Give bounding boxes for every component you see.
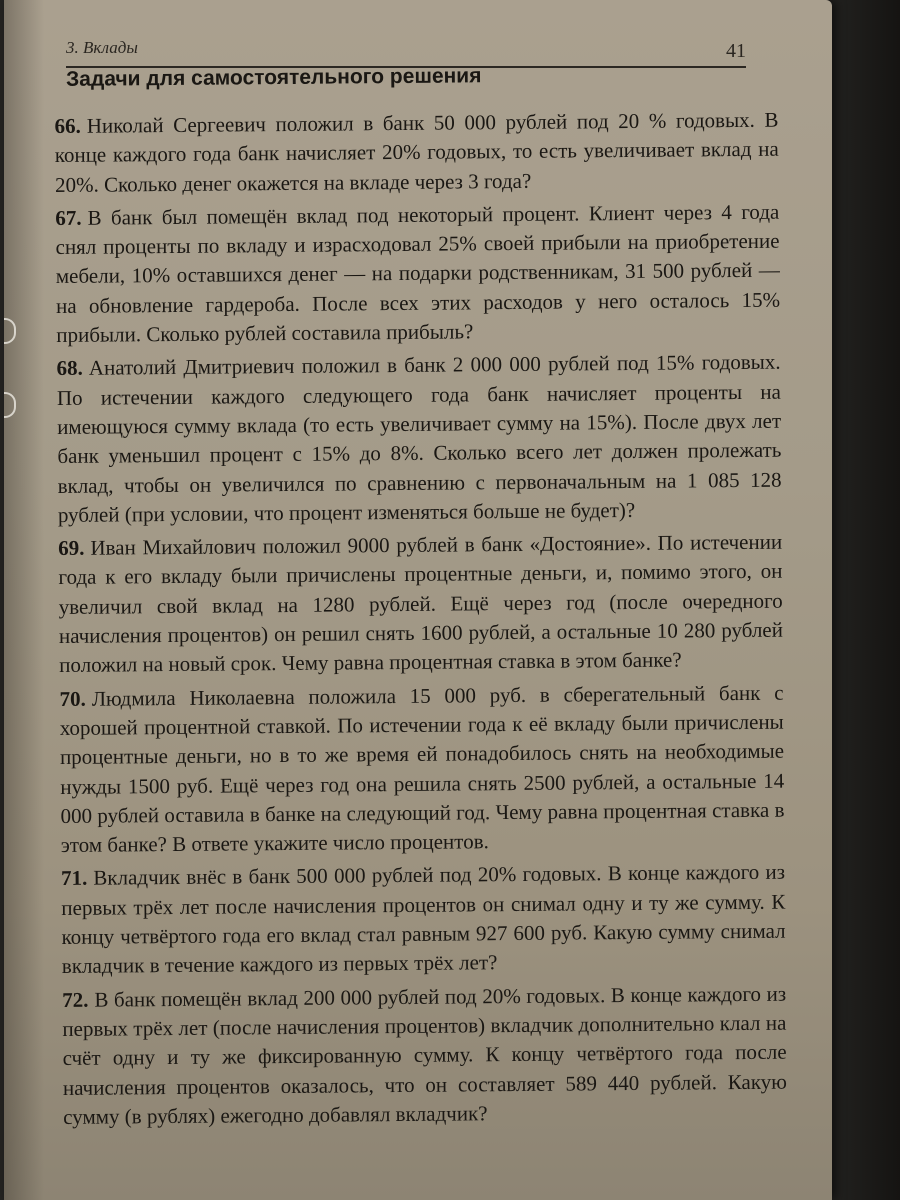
problem-number: 70. [59, 686, 86, 711]
problem-number: 66. [54, 113, 81, 138]
gutter-shadow [4, 0, 44, 1200]
problem-number: 71. [60, 866, 88, 891]
problem-71 [61, 858, 786, 982]
page-number: 41 [726, 40, 746, 62]
problem-text: Людмила Николаевна положила 15 000 руб. в сберегательный банк с хорошей процентной ставкой. По истечении года к её вкладу были причислены процентные деньги, но в то же время ей понадобилось снять на необходимые нужды 1500 руб. Ещё через год она решила снять 2500 рублей, а остальные 14 000 рублей оставила в банке на следующий год. Чему равна процентная ставка в этом банке? В ответе укажите число процентов. [59, 680, 785, 858]
problem-69 [58, 528, 783, 681]
problem-text: Вкладчик внёс в банк 500 000 рублей под 20% годовых. В конце каждого из первых трёх лет после начисления процентов он снимал одну и ту же сумму. К концу четвёртого года его вклад стал равным 927 600 руб. Какую сумму снимал вкладчик в течение каждого из первых трёх лет? [61, 860, 786, 979]
problem-number: 69. [58, 535, 85, 561]
binding-ring-icon [4, 392, 16, 418]
page-title: Задачи для самостоятельного решения [65, 64, 482, 91]
book-page [4, 0, 832, 1200]
problem-text: В банк был помещён вклад под некоторый процент. Клиент через 4 года снял проценты по вкладу и израсходовал 25% своей прибыли на приобретение мебели, 10% оставшихся денег — на подарки родственникам, 31 500 рублей — на обновление гардероба. После всех этих расходов у него осталось 15% прибыли. Сколько рублей составила прибыль? [55, 199, 781, 348]
binding-ring-icon [4, 318, 16, 344]
section-title: 3. Вклады [66, 38, 138, 57]
text-block [54, 62, 787, 1136]
problem-67 [55, 198, 780, 351]
problem-66 [54, 106, 779, 200]
problem-text: В банк помещён вклад 200 000 рублей под 20% годовых. В конце каждого из первых трёх лет (после начисления процентов) вкладчик дополнительно клал на счёт одну и ту же фиксированную сумму. К концу четвёртого года после начисления процентов оказалось, что он составляет 589 440 рублей. Какую сумму (в рублях) ежегодно добавлял вкладчик? [62, 981, 787, 1129]
problem-text: Иван Михайлович положил 9000 рублей в банк «Достояние». По истечении года к его вкладу были причислены процентные деньги, и, помимо этого, он увеличил свой вклад на 1280 рублей. Ещё через год (после очередного начисления процентов) он решил снять 1600 рублей, а остальные 10 280 рублей положил на новый срок. Чему равна процентная ставка в этом банке? [58, 529, 784, 678]
problem-text: Анатолий Дмитриевич положил в банк 2 000 000 рублей под 15% годовых. По истечении каждого следующего года банк начисляет проценты на имеющуюся сумму вклада (то есть увеличивает сумму на 15%). После двух лет банк уменьшил процент с 15% до 8%. Сколько всего лет должен пролежать вклад, чтобы он увеличился по сравнению с первоначальным на 1 085 128 рублей (при условии, что процент изменяться больше не будет)? [56, 350, 782, 527]
problem-68 [56, 348, 782, 530]
problem-70 [59, 678, 785, 860]
problem-number: 67. [55, 205, 82, 230]
problem-72 [62, 979, 787, 1132]
problem-text: Николай Сергеевич положил в банк 50 000 рублей под 20 % годовых. В конце каждого года банк начисляет 20% годовых, то есть увеличивает вклад на 20%. Сколько денег окажется на вкладе через 3 года? [54, 107, 779, 197]
problem-number: 68. [56, 356, 83, 381]
problem-number: 72. [62, 987, 89, 1012]
